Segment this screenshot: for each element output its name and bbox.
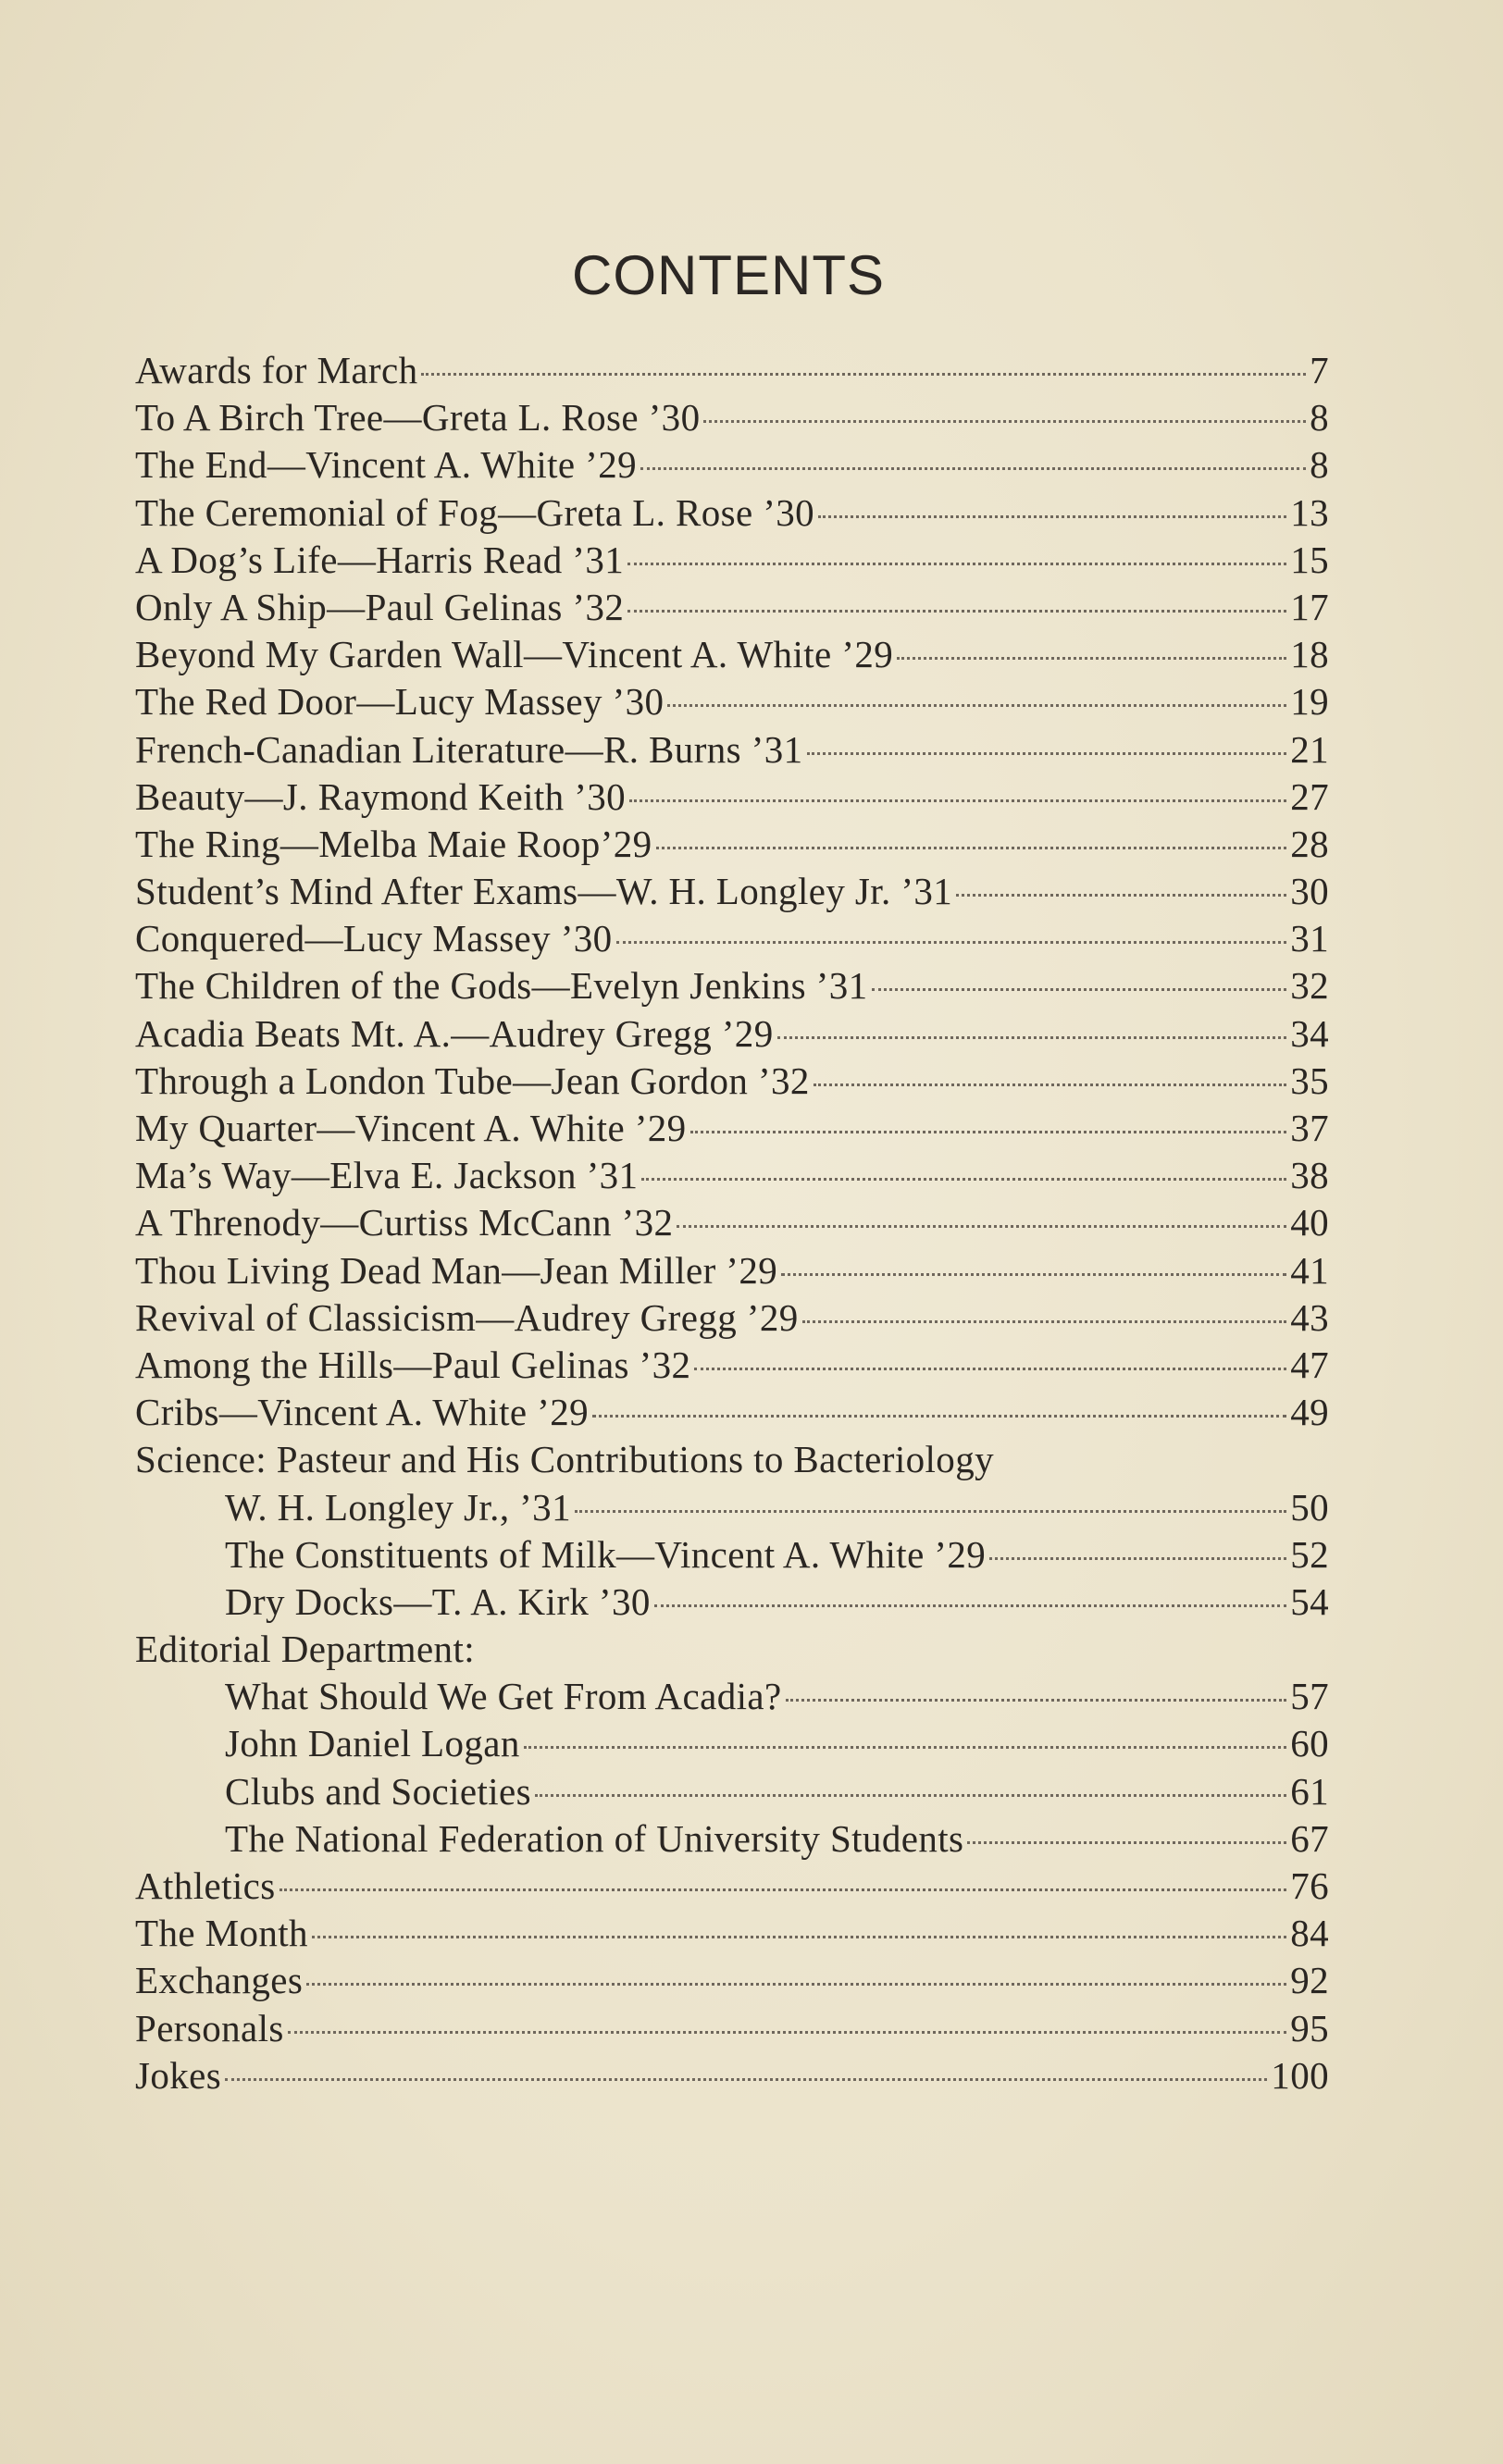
dot-leader <box>677 1225 1286 1228</box>
toc-entry <box>135 1010 1329 1058</box>
toc-entry <box>135 1105 1329 1152</box>
dot-leader <box>781 1273 1286 1276</box>
toc-entry-page-number: 100 <box>1271 2053 1329 2097</box>
dot-leader <box>786 1699 1287 1702</box>
toc-entry <box>135 2052 1329 2099</box>
toc-entry <box>135 1389 1329 1436</box>
toc-entry-title: Dry Docks—T. A. Kirk ’30 <box>225 1579 651 1623</box>
toc-entry-page-number: 54 <box>1290 1579 1329 1623</box>
toc-entry <box>135 1247 1329 1294</box>
toc-entry-title: What Should We Get From Acadia? <box>225 1675 782 1718</box>
toc-entry <box>135 1531 1329 1579</box>
dot-leader <box>279 1888 1287 1891</box>
toc-entry-title: The End—Vincent A. White ’29 <box>135 443 637 487</box>
toc-entry-title: Personals <box>135 2006 284 2049</box>
toc-entry <box>135 821 1329 868</box>
toc-entry <box>135 537 1329 584</box>
dot-leader <box>656 847 1287 849</box>
toc-entry-page-number: 50 <box>1290 1485 1329 1529</box>
toc-entry-page-number: 13 <box>1290 490 1329 534</box>
dot-leader <box>956 894 1286 897</box>
dot-leader <box>807 752 1287 755</box>
toc-entry-title: Acadia Beats Mt. A.—Audrey Gregg ’29 <box>135 1011 774 1055</box>
toc-entry-title: The Month <box>135 1912 308 1955</box>
toc-entry-page-number: 52 <box>1290 1532 1329 1576</box>
toc-entry-page-number: 8 <box>1310 443 1329 487</box>
toc-entry <box>135 1957 1329 2004</box>
toc-entry <box>135 347 1329 394</box>
toc-entry <box>135 962 1329 1009</box>
toc-entry-title: The National Federation of University Students <box>225 1816 964 1860</box>
toc-entry <box>135 631 1329 678</box>
toc-entry <box>135 1579 1329 1626</box>
toc-entry-page-number: 8 <box>1310 396 1329 440</box>
toc-entry-title: My Quarter—Vincent A. White ’29 <box>135 1107 687 1149</box>
toc-entry-title: The Ring—Melba Maie Roop’29 <box>135 822 652 865</box>
toc-entry-title: Jokes <box>135 2053 222 2097</box>
toc-entry-title: Science: Pasteur and His Contributions to Bacteriology <box>135 1438 995 1481</box>
dot-leader <box>421 373 1306 376</box>
dot-leader <box>818 515 1286 518</box>
toc-entry-title: The Children of the Gods—Evelyn Jenkins ’31 <box>135 964 868 1008</box>
toc-entry <box>135 489 1329 537</box>
toc-entry-page-number: 61 <box>1290 1769 1329 1813</box>
dot-leader <box>777 1036 1287 1039</box>
toc-entry-page-number: 67 <box>1290 1816 1329 1860</box>
toc-entry-title: Athletics <box>135 1864 276 1907</box>
dot-leader <box>575 1510 1286 1513</box>
toc-entry-title: Through a London Tube—Jean Gordon ’32 <box>135 1059 810 1102</box>
toc-entry-title: Ma’s Way—Elva E. Jackson ’31 <box>135 1154 639 1197</box>
toc-entry-page-number: 35 <box>1290 1059 1329 1102</box>
dot-leader <box>627 610 1286 613</box>
toc-entry-page-number: 40 <box>1290 1201 1329 1244</box>
toc-entry-title: The Ceremonial of Fog—Greta L. Rose ’30 <box>135 490 815 534</box>
toc-entry-page-number: 60 <box>1290 1722 1329 1765</box>
toc-entry <box>135 1058 1329 1105</box>
toc-entry-title: To A Birch Tree—Greta L. Rose ’30 <box>135 396 701 440</box>
toc-entry-page-number: 32 <box>1290 964 1329 1008</box>
toc-entry-title: Cribs—Vincent A. White ’29 <box>135 1391 590 1434</box>
dot-leader <box>288 2031 1286 2034</box>
page-title: CONTENTS <box>572 244 885 306</box>
dot-leader <box>225 2078 1267 2081</box>
toc-entry <box>135 1484 1329 1531</box>
toc-entry-page-number: 15 <box>1290 538 1329 581</box>
toc-entry <box>135 1815 1329 1863</box>
toc-entry <box>135 584 1329 631</box>
toc-entry-title: A Dog’s Life—Harris Read ’31 <box>135 538 625 581</box>
toc-entry-title: A Threnody—Curtiss McCann ’32 <box>135 1201 674 1244</box>
toc-entry-page-number: 7 <box>1310 349 1329 391</box>
toc-entry-page-number: 31 <box>1290 917 1329 960</box>
toc-entry-title: Revival of Classicism—Audrey Gregg ’29 <box>135 1295 799 1339</box>
toc-entry-page-number: 38 <box>1290 1154 1329 1197</box>
dot-leader <box>535 1794 1286 1797</box>
toc-entry <box>135 1910 1329 1957</box>
toc-entry-page-number: 28 <box>1290 822 1329 865</box>
toc-entry-title: W. H. Longley Jr., ’31 <box>225 1485 571 1529</box>
toc-entry-title: The Red Door—Lucy Massey ’30 <box>135 680 665 724</box>
toc-entry-page-number: 17 <box>1290 585 1329 628</box>
toc-entry-title: Only A Ship—Paul Gelinas ’32 <box>135 585 625 628</box>
table-of-contents <box>135 347 1329 2099</box>
toc-entry-page-number: 18 <box>1290 633 1329 676</box>
toc-entry <box>135 1768 1329 1815</box>
toc-entry-page-number: 92 <box>1290 1959 1329 2002</box>
toc-entry-title: Clubs and Societies <box>225 1769 532 1813</box>
toc-entry <box>135 1199 1329 1246</box>
toc-entry-page-number: 19 <box>1290 680 1329 724</box>
toc-entry-title: Beyond My Garden Wall—Vincent A. White ’29 <box>135 633 894 676</box>
toc-entry-page-number: 57 <box>1290 1675 1329 1718</box>
toc-entry-title: Student’s Mind After Exams—W. H. Longley Jr. ’31 <box>135 870 953 913</box>
toc-entry <box>135 726 1329 774</box>
dot-leader <box>312 1936 1286 1938</box>
toc-entry <box>135 1863 1329 1910</box>
toc-entry <box>135 1294 1329 1342</box>
dot-leader <box>640 467 1306 470</box>
dot-leader <box>616 941 1287 944</box>
toc-entry-page-number: 21 <box>1290 727 1329 771</box>
dot-leader <box>989 1557 1286 1560</box>
toc-entry-page-number: 47 <box>1290 1343 1329 1386</box>
toc-entry-page-number: 30 <box>1290 870 1329 913</box>
toc-entry <box>135 774 1329 821</box>
toc-entry <box>135 394 1329 441</box>
dot-leader <box>897 657 1286 660</box>
dot-leader <box>703 420 1306 423</box>
toc-entry-title: The Constituents of Milk—Vincent A. White ’29 <box>225 1532 987 1576</box>
toc-entry-title: Exchanges <box>135 1959 304 2002</box>
dot-leader <box>690 1131 1287 1133</box>
toc-entry <box>135 441 1329 489</box>
toc-entry-title: John Daniel Logan <box>225 1722 520 1765</box>
dot-leader <box>667 704 1286 707</box>
toc-entry-page-number: 49 <box>1290 1391 1329 1434</box>
dot-leader <box>872 988 1287 991</box>
dot-leader <box>967 1841 1286 1844</box>
toc-entry-title: Beauty—J. Raymond Keith ’30 <box>135 774 627 818</box>
toc-entry <box>135 1673 1329 1720</box>
toc-entry <box>135 1152 1329 1199</box>
toc-entry-page-number: 41 <box>1290 1248 1329 1292</box>
dot-leader <box>814 1083 1286 1086</box>
toc-entry-page-number: 37 <box>1290 1107 1329 1149</box>
toc-entry <box>135 678 1329 725</box>
toc-entry-title: Awards for March <box>135 349 418 391</box>
dot-leader <box>641 1178 1286 1181</box>
toc-entry-title: Editorial Department: <box>135 1628 476 1671</box>
toc-entry <box>135 1342 1329 1389</box>
dot-leader <box>629 799 1286 802</box>
toc-entry-page-number: 43 <box>1290 1295 1329 1339</box>
toc-entry <box>135 1436 1329 1483</box>
toc-entry-title: Conquered—Lucy Massey ’30 <box>135 917 613 960</box>
toc-entry-page-number: 95 <box>1290 2006 1329 2049</box>
toc-entry <box>135 1720 1329 1767</box>
dot-leader <box>694 1368 1286 1370</box>
toc-entry-title: Thou Living Dead Man—Jean Miller ’29 <box>135 1248 778 1292</box>
toc-entry <box>135 2005 1329 2052</box>
toc-entry-page-number: 27 <box>1290 774 1329 818</box>
toc-entry-page-number: 84 <box>1290 1912 1329 1955</box>
toc-entry-title: French-Canadian Literature—R. Burns ’31 <box>135 727 803 771</box>
toc-entry-page-number: 76 <box>1290 1864 1329 1907</box>
toc-entry-title: Among the Hills—Paul Gelinas ’32 <box>135 1343 691 1386</box>
toc-entry-page-number: 34 <box>1290 1011 1329 1055</box>
dot-leader <box>306 1983 1286 1986</box>
toc-entry <box>135 1626 1329 1673</box>
dot-leader <box>802 1320 1287 1323</box>
dot-leader <box>627 563 1286 565</box>
dot-leader <box>524 1746 1286 1749</box>
dot-leader <box>654 1604 1286 1607</box>
dot-leader <box>592 1415 1286 1418</box>
toc-entry <box>135 868 1329 915</box>
toc-entry <box>135 915 1329 962</box>
